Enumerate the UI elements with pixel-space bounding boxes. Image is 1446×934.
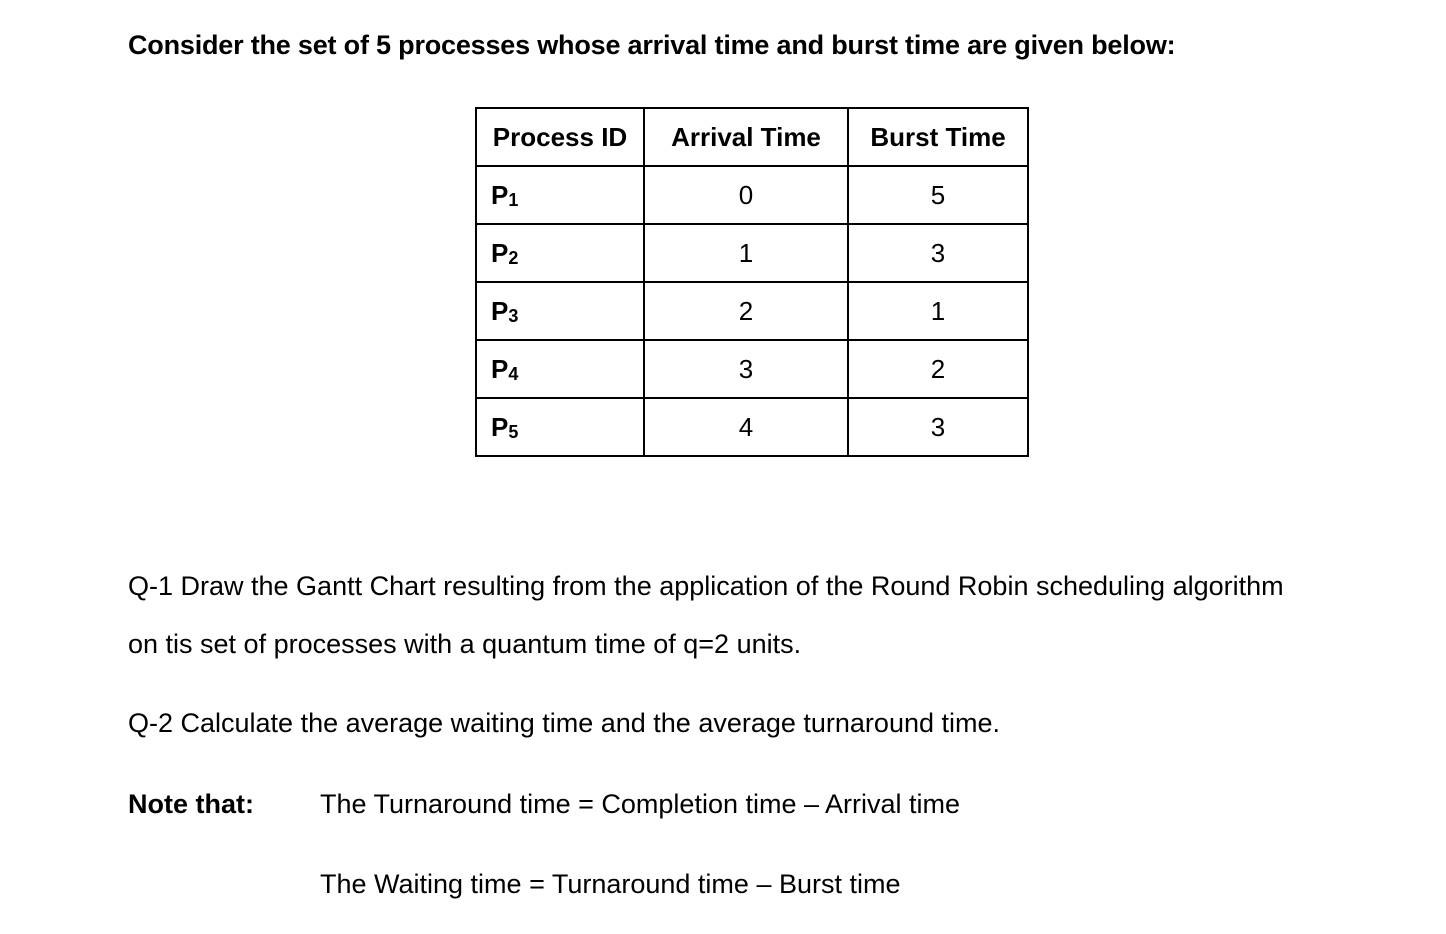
burst-time-cell: 3 [848, 224, 1028, 282]
process-number: 3 [508, 305, 519, 326]
turnaround-formula: The Turnaround time = Completion time – Arrival time [320, 789, 961, 819]
process-number: 4 [508, 363, 519, 384]
header-burst-time: Burst Time [848, 108, 1028, 166]
note-label: Note that: [128, 789, 254, 819]
process-letter: P [491, 295, 509, 326]
waiting-formula: The Waiting time = Turnaround time – Burst time [320, 869, 901, 899]
question-1-line-2: on tis set of processes with a quantum time of q=2 units. [128, 629, 802, 659]
process-letter: P [491, 237, 509, 268]
burst-time-cell: 5 [848, 166, 1028, 224]
table-row [476, 282, 1028, 340]
process-number: 5 [508, 421, 519, 442]
process-number: 1 [508, 189, 519, 210]
process-id-cell [476, 340, 644, 398]
table-row [476, 398, 1028, 456]
heading: Consider the set of 5 processes whose arrival time and burst time are given below: [128, 30, 1176, 60]
process-id-cell [476, 224, 644, 282]
header-arrival-time: Arrival Time [644, 108, 848, 166]
arrival-time-cell: 4 [644, 398, 848, 456]
arrival-time-cell: 0 [644, 166, 848, 224]
arrival-time-cell: 2 [644, 282, 848, 340]
process-table [475, 107, 1029, 457]
table-header-row [476, 108, 1028, 166]
process-letter: P [491, 179, 509, 210]
table-row [476, 166, 1028, 224]
arrival-time-cell: 1 [644, 224, 848, 282]
burst-time-cell: 2 [848, 340, 1028, 398]
table-row [476, 340, 1028, 398]
table-row [476, 224, 1028, 282]
question-2: Q-2 Calculate the average waiting time and the average turnaround time. [128, 708, 1001, 738]
burst-time-cell: 3 [848, 398, 1028, 456]
process-letter: P [491, 353, 509, 384]
question-1-line-1: Q-1 Draw the Gantt Chart resulting from the application of the Round Robin scheduling algorithm [128, 571, 1284, 601]
process-id-cell [476, 398, 644, 456]
process-letter: P [491, 411, 509, 442]
process-id-cell [476, 166, 644, 224]
header-process-id: Process ID [476, 108, 644, 166]
process-number: 2 [508, 247, 519, 268]
arrival-time-cell: 3 [644, 340, 848, 398]
process-id-cell [476, 282, 644, 340]
burst-time-cell: 1 [848, 282, 1028, 340]
